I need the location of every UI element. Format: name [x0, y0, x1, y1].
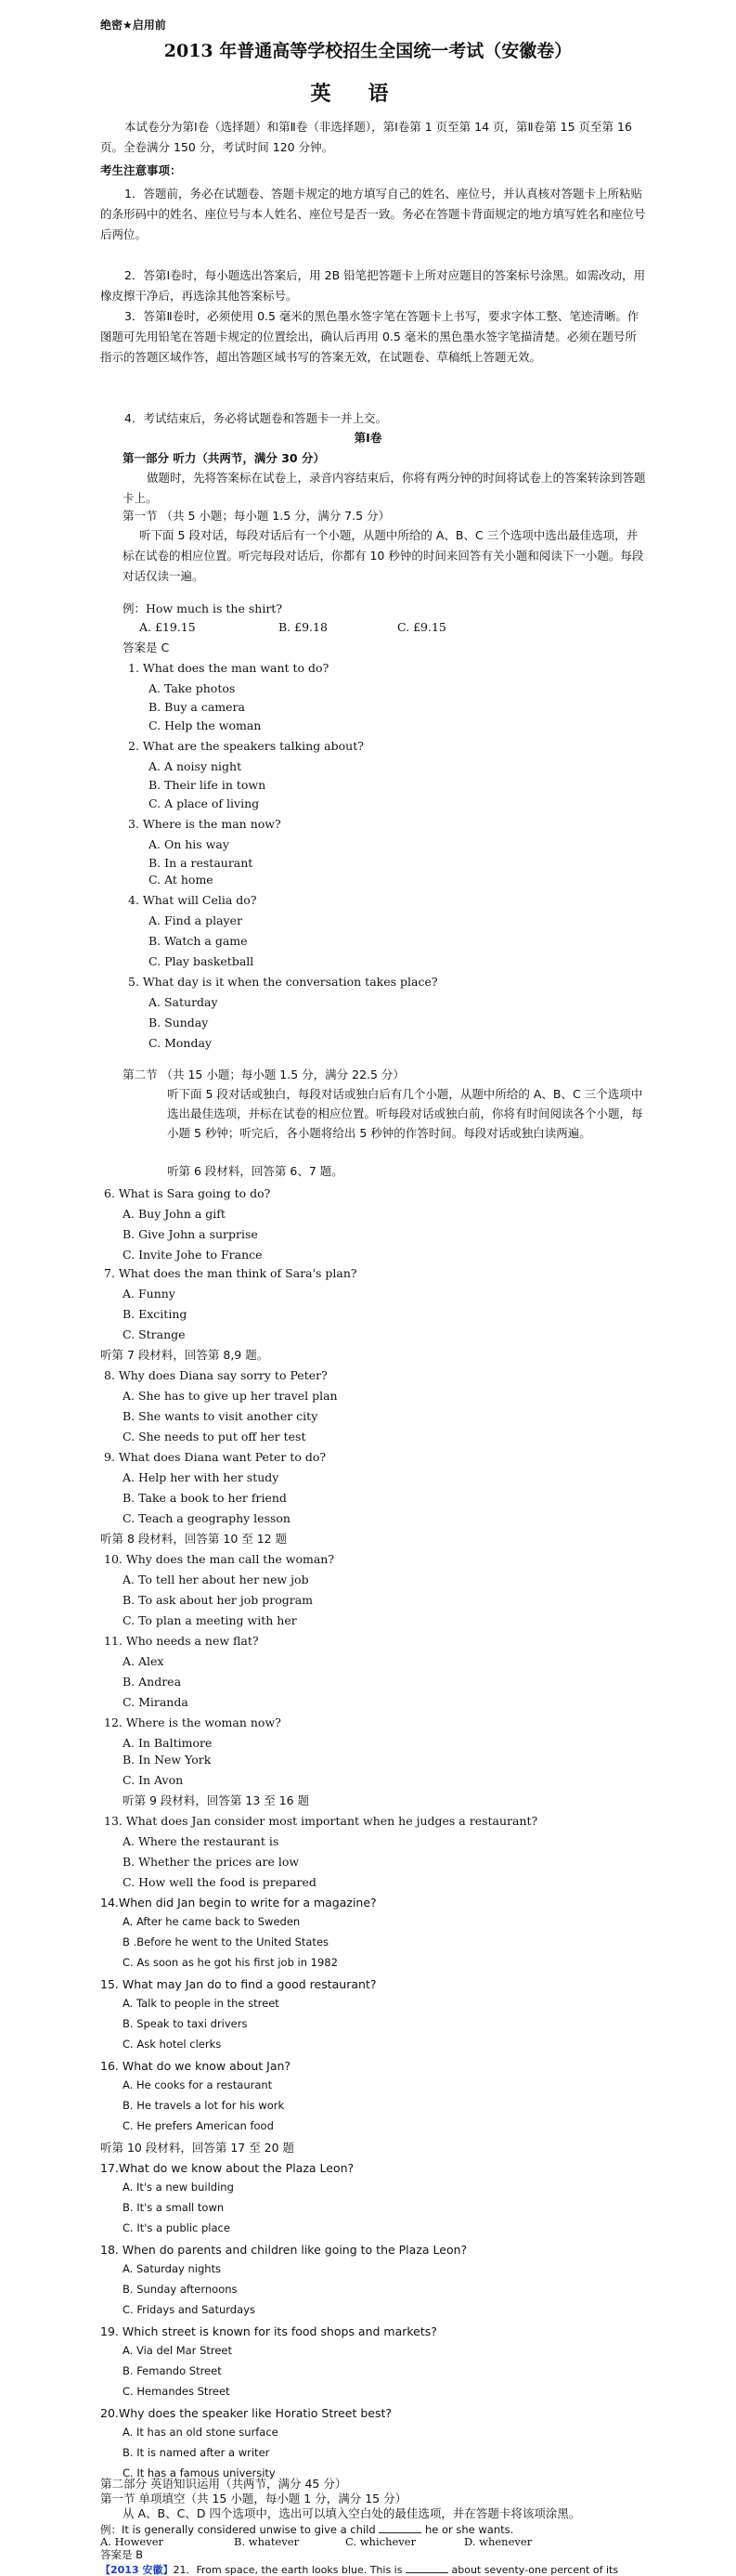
question-9: 9. What does Diana want Peter to do? [104, 1450, 327, 1464]
question-20-option-a: A. It has an old stone surface [123, 2426, 278, 2439]
question-2-option-c: C. A place of living [148, 796, 260, 810]
question-9-option-a: A. Help her with her study [123, 1470, 279, 1484]
part2-title: 第二部分 英语知识运用（共两节，满分 45 分） [100, 2477, 347, 2491]
question-16: 16. What do we know about Jan? [100, 2059, 291, 2073]
question-17: 17.What do we know about the Plaza Leon? [100, 2161, 355, 2175]
question-8-option-c: C. She needs to put off her test [123, 1430, 306, 1443]
question-13-option-c: C. How well the food is prepared [123, 1875, 316, 1889]
question-10: 10. Why does the man call the woman? [104, 1552, 335, 1566]
exam-title: 2013 年普通高等学校招生全国统一考试（安徽卷） [163, 41, 573, 61]
question-17-option-a: A. It's a new building [123, 2181, 234, 2194]
part2-example-option-d: D. whenever [464, 2535, 533, 2548]
question-9-option-b: B. Take a book to her friend [123, 1491, 287, 1505]
confidential-label: 绝密★启用前 [100, 19, 166, 32]
part2-example-option-a: A. However [100, 2535, 164, 2548]
question-4-option-b: B. Watch a game [148, 934, 248, 948]
part2-example-option-b: B. whatever [234, 2535, 300, 2548]
question-6-option-c: C. Invite Johe to France [123, 1248, 263, 1262]
part1-title: 第一部分 听力（共两节，满分 30 分） [123, 451, 325, 465]
notice-item-2: 2．答第Ⅰ卷时，每小题选出答案后，用 2B 铅笔把答题卡上所对应题目的答案标号涂黑。如需改动，用橡皮擦干净后，再选涂其他答案标号。 [100, 268, 646, 303]
question-13-option-b: B. Whether the prices are low [123, 1855, 300, 1869]
section2-description: 听下面 5 段对话或独白，每段对话或独白后有几个小题，从题中所给的 A、B、C 三个选项中选出最佳选项，并标在试卷的相应位置。听每段对话或独白前，你将有时间阅读各个小题，每小题 5 秒钟；听完后，各小题将给出 5 秒钟的作答时间。每段对话或独白读两遍。 [167, 1087, 643, 1140]
material-10-instruction: 听第 10 段材料，回答第 17 至 20 题 [100, 2141, 295, 2155]
question-7-option-a: A. Funny [123, 1287, 175, 1301]
answer-blank [379, 2521, 421, 2533]
question-18-option-a: A. Saturday nights [123, 2262, 222, 2275]
question-15: 15. What may Jan do to find a good restaurant? [100, 1977, 377, 1991]
question-14: 14.When did Jan begin to write for a magazine? [100, 1896, 377, 1909]
question-5-option-b: B. Sunday [148, 1016, 209, 1029]
question-17-option-c: C. It's a public place [123, 2221, 230, 2234]
question-14-option-c: C. As soon as he got his first job in 1982 [123, 1956, 338, 1969]
question-1: 1. What does the man want to do? [128, 661, 329, 675]
question-20-option-b: B. It is named after a writer [123, 2446, 270, 2459]
question-20: 20.Why does the speaker like Horatio Street best? [100, 2406, 393, 2420]
question-2-option-b: B. Their life in town [148, 778, 266, 792]
question-8-option-b: B. She wants to visit another city [123, 1409, 318, 1423]
question-3-option-c: C. At home [148, 873, 213, 887]
question-3-option-a: A. On his way [148, 837, 229, 851]
question-16-option-c: C. He prefers American food [123, 2119, 274, 2132]
question-7-option-b: B. Exciting [123, 1307, 187, 1321]
example-answer: 答案是 C [123, 641, 170, 654]
question-16-option-b: B. He travels a lot for his work [123, 2099, 285, 2112]
question-21-prefix: 21．From space, the earth looks blue. This is [173, 2564, 403, 2576]
question-1-option-c: C. Help the woman [148, 718, 262, 732]
section1-description: 听下面 5 段对话，每段对话后有一个小题，从题中所给的 A、B、C 三个选项中选出最佳选项，并标在试卷的相应位置。听完每段对话后，你都有 10 秒钟的时间来回答有关小题和阅读下一小题。每段对话仅读一遍。 [123, 528, 644, 583]
question-6-option-a: A. Buy John a gift [123, 1207, 226, 1221]
notice-title: 考生注意事项： [100, 163, 182, 177]
subject-title: 英语 [310, 82, 426, 106]
question-5-option-a: A. Saturday [148, 995, 218, 1009]
question-12-option-c: C. In Avon [123, 1773, 184, 1787]
question-15-option-b: B. Speak to taxi drivers [123, 2017, 248, 2030]
question-21 [100, 2561, 618, 2576]
question-1-option-b: B. Buy a camera [148, 700, 245, 714]
notice-item-3: 3．答第Ⅱ卷时，必须使用 0.5 毫米的黑色墨水签字笔在答题卡上书写，要求字体工整、笔迹清晰。作图题可先用铅笔在答题卡规定的位置绘出，确认后再用 0.5 毫米的黑色墨水签字笔描清楚。必须在题号所指示的答题区域作答，超出答题区域书写的答案无效，在试题卷、草稿纸上答题无效。 [100, 309, 639, 364]
question-11-option-b: B. Andrea [123, 1675, 182, 1689]
material-9-instruction: 听第 9 段材料，回答第 13 至 16 题 [123, 1793, 310, 1807]
question-21-suffix: about seventy-one percent of its [451, 2564, 619, 2576]
question-3: 3. Where is the man now? [128, 817, 281, 831]
intro-paragraph: 本试卷分为第Ⅰ卷（选择题）和第Ⅱ卷（非选择题），第Ⅰ卷第 1 页至第 14 页，第Ⅱ卷第 15 页至第 16 页。全卷满分 150 分，考试时间 120 分钟。 [100, 120, 632, 154]
question-14-option-a: A. After he came back to Sweden [123, 1915, 301, 1928]
example-option-c: C. £9.15 [397, 620, 446, 634]
source-tag: 【2013 安徽】 [100, 2564, 174, 2576]
part1-description: 做题时，先将答案标在试卷上，录音内容结束后，你将有两分钟的时间将试卷上的答案转涂到答题卡上。 [123, 471, 646, 505]
question-11-option-c: C. Miranda [123, 1695, 188, 1709]
question-16-option-a: A. He cooks for a restaurant [123, 2078, 273, 2091]
question-13-option-a: A. Where the restaurant is [123, 1834, 279, 1848]
question-15-option-a: A. Talk to people in the street [123, 1997, 279, 2010]
question-2-option-a: A. A noisy night [148, 759, 242, 773]
part2-example-option-c: C. whichever [345, 2535, 417, 2548]
question-10-option-a: A. To tell her about her new job [123, 1573, 309, 1586]
material-8-instruction: 听第 8 段材料，回答第 10 至 12 题 [100, 1532, 288, 1546]
part2-example-answer: 答案是 B [100, 2548, 144, 2561]
material-6-instruction: 听第 6 段材料，回答第 6、7 题。 [167, 1164, 343, 1178]
question-4: 4. What will Celia do? [128, 893, 257, 907]
question-5-option-c: C. Monday [148, 1036, 212, 1050]
example-question: 例：How much is the shirt? [123, 602, 283, 615]
notice-item-1: 1．答题前，务必在试题卷、答题卡规定的地方填写自己的姓名、座位号，并认真核对答题卡上所粘贴的条形码中的姓名、座位号与本人姓名、座位号是否一致。务必在答题卡背面规定的地方填写姓名和座位号后两位。 [100, 187, 646, 241]
question-18-option-b: B. Sunday afternoons [123, 2283, 238, 2296]
question-3-option-b: B. In a restaurant [148, 856, 253, 870]
question-15-option-c: C. Ask hotel clerks [123, 2038, 222, 2051]
question-1-option-a: A. Take photos [148, 681, 236, 695]
question-20-option-c: C. It has a famous university [123, 2466, 276, 2479]
question-10-option-b: B. To ask about her job program [123, 1593, 313, 1607]
example-option-b: B. £9.18 [278, 620, 328, 634]
question-8: 8. Why does Diana say sorry to Peter? [104, 1368, 328, 1382]
question-19-option-a: A. Via del Mar Street [123, 2344, 233, 2357]
question-5: 5. What day is it when the conversation takes place? [128, 975, 438, 989]
question-7: 7. What does the man think of Sara's plan? [104, 1266, 357, 1280]
question-11-option-a: A. Alex [123, 1654, 164, 1668]
question-8-option-a: A. She has to give up her travel plan [123, 1389, 338, 1403]
section1-title: 第一节 （共 5 小题；每小题 1.5 分，满分 7.5 分） [123, 509, 391, 523]
question-14-option-b: B .Before he went to the United States [123, 1935, 329, 1948]
volume-one-title: 第Ⅰ卷 [354, 431, 382, 445]
question-18-option-c: C. Fridays and Saturdays [123, 2303, 255, 2316]
question-12-option-a: A. In Baltimore [123, 1736, 213, 1750]
question-10-option-c: C. To plan a meeting with her [123, 1613, 297, 1627]
section2-title: 第二节 （共 15 小题；每小题 1.5 分，满分 22.5 分） [123, 1068, 405, 1081]
notice-item-4: 4．考试结束后，务必将试题卷和答题卡一并上交。 [124, 411, 387, 425]
question-13: 13. What does Jan consider most important when he judges a restaurant? [104, 1814, 538, 1828]
question-4-option-c: C. Play basketball [148, 954, 254, 968]
question-18: 18. When do parents and children like going to the Plaza Leon? [100, 2243, 468, 2257]
question-2: 2. What are the speakers talking about? [128, 739, 364, 753]
material-7-instruction: 听第 7 段材料，回答第 8,9 题。 [100, 1348, 269, 1362]
example-option-a: A. £19.15 [139, 620, 196, 634]
question-9-option-c: C. Teach a geography lesson [123, 1511, 291, 1525]
part2-example-suffix: he or she wants. [424, 2523, 514, 2536]
question-6: 6. What is Sara going to do? [104, 1186, 271, 1200]
question-19-option-b: B. Femando Street [123, 2364, 222, 2377]
question-12: 12. Where is the woman now? [104, 1715, 281, 1729]
question-17-option-b: B. It's a small town [123, 2201, 225, 2214]
question-21-blank [406, 2561, 448, 2573]
question-4-option-a: A. Find a player [148, 913, 242, 927]
question-6-option-b: B. Give John a surprise [123, 1227, 258, 1241]
question-19-option-c: C. Hemandes Street [123, 2385, 230, 2398]
question-7-option-c: C. Strange [123, 1327, 186, 1341]
part2-section1-title: 第一节 单项填空（共 15 小题，每小题 1 分，满分 15 分） [100, 2492, 407, 2505]
question-12-option-b: B. In New York [123, 1753, 212, 1767]
question-11: 11. Who needs a new flat? [104, 1634, 259, 1648]
part2-example-prefix: 例：It is generally considered unwise to give a child [100, 2523, 376, 2536]
part2-section1-description: 从 A、B、C、D 四个选项中，选出可以填入空白处的最佳选项，并在答题卡将该项涂黑。 [123, 2506, 581, 2520]
question-19: 19. Which street is known for its food shops and markets? [100, 2324, 437, 2338]
